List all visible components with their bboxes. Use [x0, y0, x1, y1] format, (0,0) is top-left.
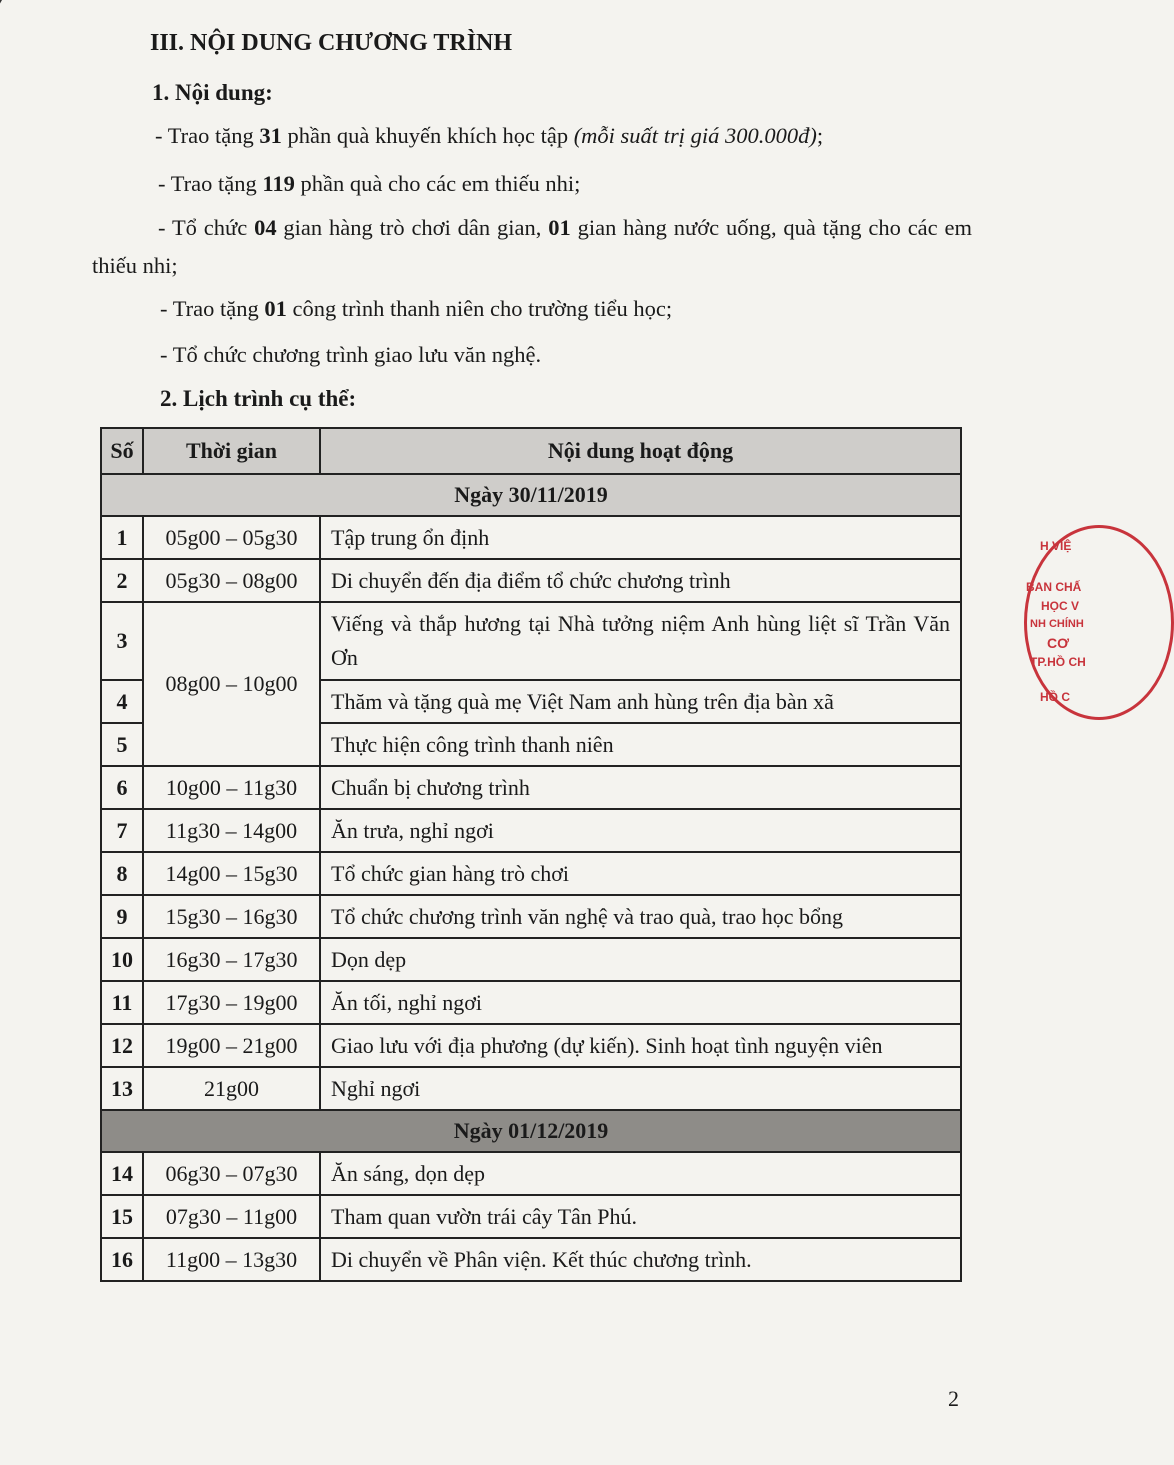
row-number: 3 — [101, 602, 143, 680]
row-number: 2 — [101, 559, 143, 602]
row-number: 11 — [101, 981, 143, 1024]
row-time: 16g30 – 17g30 — [143, 938, 320, 981]
row-number: 14 — [101, 1152, 143, 1195]
stamp-text-line: CƠ — [1047, 635, 1070, 651]
column-header-number: Số — [101, 428, 143, 474]
content-item-3: - Tổ chức 04 gian hàng trò chơi dân gian, 01 gian hàng nước uống, quà tặng cho các em thiếu nhi; — [92, 215, 972, 278]
table-row — [101, 516, 961, 559]
row-time: 07g30 – 11g00 — [143, 1195, 320, 1238]
table-row — [101, 1024, 961, 1067]
row-time: 11g00 – 13g30 — [143, 1238, 320, 1281]
row-activity: Giao lưu với địa phương (dự kiến). Sinh hoạt tình nguyện viên — [320, 1024, 961, 1067]
stamp-text-line: HỒ C — [1040, 690, 1070, 704]
row-activity: Ăn sáng, dọn dẹp — [320, 1152, 961, 1195]
row-activity: Tổ chức chương trình văn nghệ và trao quà, trao học bổng — [320, 895, 961, 938]
row-number: 12 — [101, 1024, 143, 1067]
row-time: 17g30 – 19g00 — [143, 981, 320, 1024]
table-row — [101, 981, 961, 1024]
table-row — [101, 1152, 961, 1195]
row-activity: Viếng và thắp hương tại Nhà tưởng niệm Anh hùng liệt sĩ Trần Văn Ơn — [320, 602, 961, 680]
table-row — [101, 559, 961, 602]
row-time: 15g30 – 16g30 — [143, 895, 320, 938]
row-number: 7 — [101, 809, 143, 852]
row-activity: Chuẩn bị chương trình — [320, 766, 961, 809]
row-number: 16 — [101, 1238, 143, 1281]
row-number: 1 — [101, 516, 143, 559]
table-row — [101, 766, 961, 809]
table-row — [101, 852, 961, 895]
row-activity: Dọn dẹp — [320, 938, 961, 981]
schedule-table — [100, 427, 962, 1282]
row-activity: Thăm và tặng quà mẹ Việt Nam anh hùng trên địa bàn xã — [320, 680, 961, 723]
row-number: 5 — [101, 723, 143, 766]
row-number: 9 — [101, 895, 143, 938]
row-time: 19g00 – 21g00 — [143, 1024, 320, 1067]
row-activity: Tập trung ổn định — [320, 516, 961, 559]
row-time: 21g00 — [143, 1067, 320, 1110]
content-heading: 1. Nội dung: — [152, 80, 273, 105]
day-header-row — [101, 474, 961, 516]
row-number: 10 — [101, 938, 143, 981]
row-activity: Di chuyển về Phân viện. Kết thúc chương trình. — [320, 1238, 961, 1281]
table-row — [101, 895, 961, 938]
table-row — [101, 602, 961, 680]
row-time: 14g00 – 15g30 — [143, 852, 320, 895]
row-time: 05g00 – 05g30 — [143, 516, 320, 559]
table-row — [101, 938, 961, 981]
row-time: 05g30 – 08g00 — [143, 559, 320, 602]
stamp-text-line: BAN CHẤ — [1026, 580, 1082, 594]
day-1-label: Ngày 30/11/2019 — [101, 474, 961, 516]
content-item-4: - Trao tặng 01 công trình thanh niên cho trường tiểu học; — [160, 296, 673, 321]
row-activity: Ăn tối, nghỉ ngơi — [320, 981, 961, 1024]
day-2-label: Ngày 01/12/2019 — [101, 1110, 961, 1152]
table-row — [101, 809, 961, 852]
row-time: 10g00 – 11g30 — [143, 766, 320, 809]
row-number: 13 — [101, 1067, 143, 1110]
row-number: 6 — [101, 766, 143, 809]
column-header-time: Thời gian — [143, 428, 320, 474]
row-activity: Nghỉ ngơi — [320, 1067, 961, 1110]
row-time: 11g30 – 14g00 — [143, 809, 320, 852]
row-activity: Tham quan vườn trái cây Tân Phú. — [320, 1195, 961, 1238]
stamp-text-line: TP.HỒ CH — [1030, 655, 1086, 669]
content-item-1: - Trao tặng 31 phần quà khuyến khích học tập (mỗi suất trị giá 300.000đ); — [155, 123, 824, 148]
table-header-row — [101, 428, 961, 474]
content-item-2: - Trao tặng 119 phần quà cho các em thiếu nhi; — [158, 171, 581, 196]
stamp-text-line: HỌC V — [1041, 599, 1080, 613]
row-activity: Thực hiện công trình thanh niên — [320, 723, 961, 766]
row-time: 06g30 – 07g30 — [143, 1152, 320, 1195]
scan-corner-mark — [0, 0, 20, 26]
red-seal-stamp — [1012, 525, 1086, 720]
row-activity: Ăn trưa, nghỉ ngơi — [320, 809, 961, 852]
page-number: 2 — [948, 1386, 959, 1411]
schedule-heading: 2. Lịch trình cụ thể: — [160, 386, 357, 411]
table-row — [101, 1067, 961, 1110]
section-title: III. NỘI DUNG CHƯƠNG TRÌNH — [150, 30, 513, 56]
column-header-activity: Nội dung hoạt động — [320, 428, 961, 474]
table-row — [101, 1238, 961, 1281]
stamp-text-line: NH CHÍNH — [1030, 618, 1084, 630]
row-time: 08g00 – 10g00 — [143, 602, 320, 766]
row-number: 8 — [101, 852, 143, 895]
row-activity: Di chuyển đến địa điểm tổ chức chương trình — [320, 559, 961, 602]
row-number: 4 — [101, 680, 143, 723]
row-activity: Tổ chức gian hàng trò chơi — [320, 852, 961, 895]
content-item-5: - Tổ chức chương trình giao lưu văn nghệ. — [160, 342, 542, 367]
day-header-row — [101, 1110, 961, 1152]
stamp-text-line: H VIỆ — [1040, 539, 1072, 553]
row-number: 15 — [101, 1195, 143, 1238]
table-row — [101, 1195, 961, 1238]
